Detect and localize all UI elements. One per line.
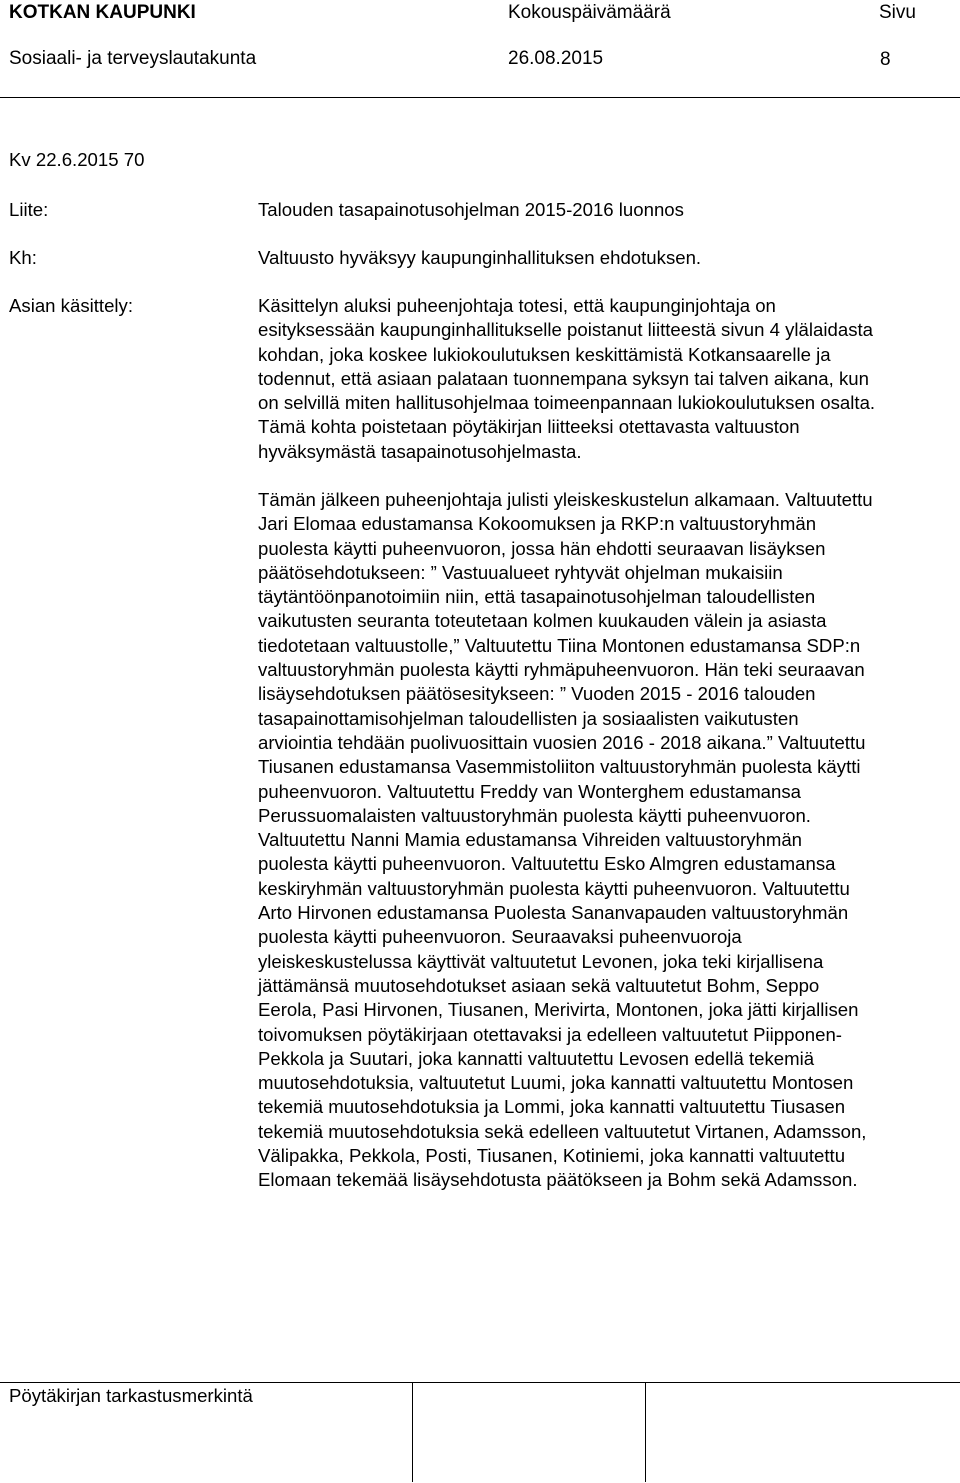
paragraph-line: lisäysehdotuksen päätösesitykseen: ” Vuoden 2015 - 2016 talouden <box>258 683 816 705</box>
page-number: 8 <box>880 49 891 70</box>
paragraph-line: muutosehdotuksia, valtuutetut Luumi, joka kannatti valtuutettu Montosen <box>258 1072 854 1094</box>
paragraph-line: puheenvuoron. Valtuutettu Freddy van Wonterghem edustamansa <box>258 780 802 802</box>
paragraph-line: Elomaan tekemää lisäysehdotusta päätökseen ja Bohm sekä Adamsson. <box>258 1169 858 1191</box>
paragraph-line: puolesta käytti puheenvuoron, jossa hän ehdotti seuraavan lisäyksen <box>258 537 826 559</box>
paragraph-line: Perussuomalaisten valtuustoryhmän puolesta käytti puheenvuoron. <box>258 804 811 826</box>
header-rule <box>0 97 960 98</box>
paragraph-line: kohdan, joka koskee lukiokoulutuksen keskittämistä Kotkansaarelle ja <box>258 343 831 365</box>
paragraph-line: Eerola, Pasi Hirvonen, Tiusanen, Merivirta, Montonen, joka jätti kirjallisen <box>258 999 859 1021</box>
paragraph-line: hyväksymästä tasapainotusohjelmasta. <box>258 440 582 462</box>
committee-name: Sosiaali- ja terveyslautakunta <box>9 48 257 69</box>
paragraph-line: todennut, että asiaan palataan tuonnempana syksyn tai talven aikana, kun <box>258 367 869 389</box>
paragraph-line: Tämän jälkeen puheenjohtaja julisti yleiskeskustelun alkamaan. Valtuutettu <box>258 489 873 510</box>
proposal-value: Valtuusto hyväksyy kaupunginhallituksen ehdotuksen. <box>258 247 702 268</box>
paragraph-line: Välipakka, Pekkola, Posti, Tiusanen, Kotiniemi, joka kannatti valtuutettu <box>258 1145 846 1167</box>
paragraph-line: Arto Hirvonen edustamansa Puolesta Sananvapauden valtuustoryhmän <box>258 902 849 924</box>
paragraph-line: arviointia tehdään puolivuosittain vuosien 2016 - 2018 aikana.” Valtuutettu <box>258 731 866 753</box>
organization-name: KOTKAN KAUPUNKI <box>9 2 196 23</box>
paragraph-line: on selvillä miten hallitusohjelmaa toimeenpannaan lukiokoulutuksen osalta. <box>258 392 876 414</box>
attachment-value: Talouden tasapainotusohjelman 2015-2016 luonnos <box>258 199 684 220</box>
reference: Kv 22.6.2015 70 <box>9 149 145 170</box>
paragraph-line: Valtuutettu Nanni Mamia edustamansa Vihreiden valtuustoryhmän <box>258 829 803 851</box>
page-label: Sivu <box>879 2 916 23</box>
paragraph-line: Pekkola ja Suutari, joka kannatti valtuutettu Levosen edellä tekemiä <box>258 1047 815 1069</box>
paragraph-line: täytäntöönpanotoimiin niin, että tasapainotusohjelman taloudellisten <box>258 586 816 608</box>
paragraph-line: keskiryhmän valtuustoryhmän puolesta käytti puheenvuoron. Valtuutettu <box>258 877 850 899</box>
paragraph-line: esityksessään kaupunginhallitukselle poistanut liitteestä sivun 4 ylälaidasta <box>258 319 873 341</box>
paragraph-line: tekemiä muutosehdotuksia sekä edelleen valtuutetut Virtanen, Adamsson, <box>258 1120 867 1142</box>
proposal-label: Kh: <box>9 247 37 268</box>
paragraph-line: yleiskeskustelussa käyttivät valtuutetut Levonen, joka teki kirjallisena <box>258 950 824 972</box>
paragraph-line: tiedotetaan valtuustolle,” Valtuutettu Tiina Montonen edustamansa SDP:n <box>258 634 861 656</box>
meeting-date: 26.08.2015 <box>508 48 604 69</box>
footer-label: Pöytäkirjan tarkastusmerkintä <box>9 1385 253 1406</box>
paragraph-line: valtuustoryhmän puolesta käytti ryhmäpuheenvuoron. Hän teki seuraavan <box>258 659 865 681</box>
footer-divider <box>412 1382 413 1482</box>
footer-divider <box>645 1382 646 1482</box>
paragraph-line: päätösehdotukseen: ” Vastuualueet ryhtyvät ohjelman mukaisiin <box>258 561 783 583</box>
paragraph-line: Tämä kohta poistetaan pöytäkirjan liitteeksi otettavasta valtuuston <box>258 416 800 438</box>
paragraph-line: vaikutusten seuranta toteutetaan kolmen kuukauden välein ja asiasta <box>258 610 827 632</box>
paragraph-line: Jari Elomaa edustamansa Kokoomuksen ja RKP:n valtuustoryhmän <box>258 513 817 535</box>
discussion-paragraph-2 <box>258 488 958 1193</box>
paragraph-line: puolesta käytti puheenvuoron. Valtuutettu Esko Almgren edustamansa <box>258 853 836 875</box>
paragraph-line: Tiusanen edustamansa Vasemmistoliiton valtuustoryhmän puolesta käytti <box>258 756 861 778</box>
paragraph-line: puolesta käytti puheenvuoron. Seuraavaksi puheenvuoroja <box>258 926 742 948</box>
paragraph-line: tekemiä muutosehdotuksia ja Lommi, joka kannatti valtuutettu Tiusasen <box>258 1096 846 1118</box>
paragraph-line: toivomuksen pöytäkirjaan otettavaksi ja edelleen valtuutetut Piipponen- <box>258 1023 842 1045</box>
discussion-paragraph-1 <box>258 294 958 464</box>
paragraph-line: tasapainottamisohjelman taloudellisten ja sosiaalisten vaikutusten <box>258 707 799 729</box>
meeting-date-label: Kokouspäivämäärä <box>508 2 671 23</box>
discussion-label: Asian käsittely: <box>9 295 134 316</box>
paragraph-line: Käsittelyn aluksi puheenjohtaja totesi, että kaupunginjohtaja on <box>258 295 776 316</box>
paragraph-line: jättämänsä muutosehdotukset asiaan sekä valtuutetut Bohm, Seppo <box>258 974 820 996</box>
attachment-label: Liite: <box>9 199 49 220</box>
